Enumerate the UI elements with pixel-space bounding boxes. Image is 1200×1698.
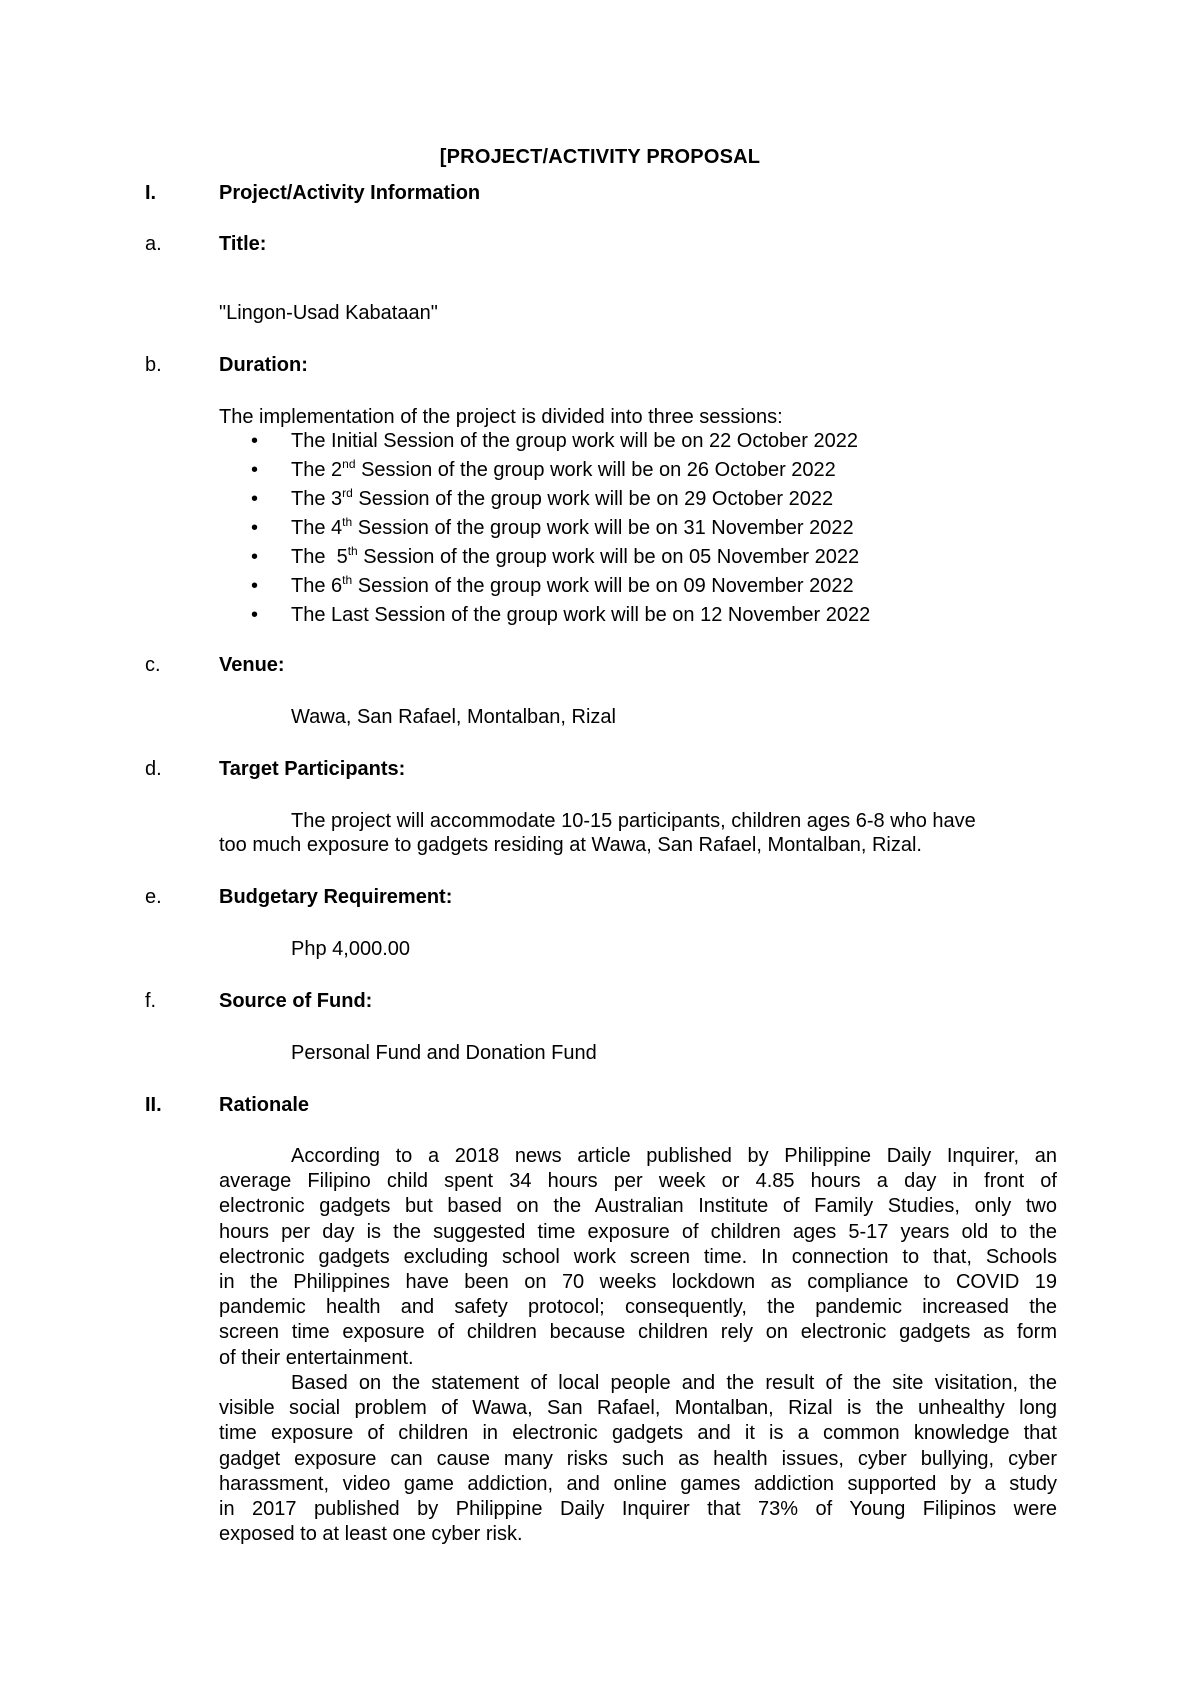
list-item: • The 2nd Session of the group work will be on 26 October 2022 (219, 457, 870, 486)
section-1-numeral: I. (145, 182, 157, 204)
item-e-heading: Budgetary Requirement: (219, 886, 453, 908)
item-c-row (0, 652, 1200, 678)
item-a-heading: Title: (219, 233, 267, 255)
list-item: • The 5th Session of the group work will be on 05 November 2022 (219, 544, 870, 573)
item-d-heading: Target Participants: (219, 758, 406, 780)
list-item: • The 3rd Session of the group work will be on 29 October 2022 (219, 486, 870, 515)
fund-source-value: Personal Fund and Donation Fund (291, 1042, 597, 1064)
rationale-paragraph-1: According to a 2018 news article published by Philippine Daily Inquirer, an average Filipino child spent 34 hours per week or 4.85 hours a day in front of electronic gadgets but based on the Australian Institute of Family Studies, only two hours per day is the suggested time exposure of children ages 5-17 years old to the electronic gadgets excluding school work screen time. In connection to that, Schools in the Philippines have been on 70 weeks lockdown as compliance to COVID 19 pandemic health and safety protocol; consequently, the pandemic increased the screen time exposure of children because children rely on electronic gadgets as form of their entertainment. (219, 1145, 1057, 1369)
section-1-heading-row (0, 180, 1200, 206)
section-2-heading: Rationale (219, 1094, 310, 1116)
section-1-heading: Project/Activity Information (219, 182, 481, 204)
item-b-row (0, 352, 1200, 378)
item-d-marker: d. (145, 758, 162, 780)
item-f-row (0, 988, 1200, 1014)
item-f-marker: f. (145, 990, 157, 1012)
participants-line-2: too much exposure to gadgets residing at Wawa, San Rafael, Montalban, Rizal. (219, 834, 922, 856)
page-title: [PROJECT/ACTIVITY PROPOSAL (439, 146, 761, 168)
item-b-marker: b. (145, 354, 162, 376)
duration-intro: The implementation of the project is divided into three sessions: (219, 406, 783, 428)
item-f-heading: Source of Fund: (219, 990, 373, 1012)
item-e-row (0, 884, 1200, 910)
section-2-heading-row (0, 1092, 1200, 1118)
participants-line-1: The project will accommodate 10-15 participants, children ages 6-8 who have (291, 810, 976, 832)
list-item: • The 6th Session of the group work will be on 09 November 2022 (219, 573, 870, 602)
list-item: • The Last Session of the group work will be on 12 November 2022 (219, 602, 870, 631)
project-title-value: "Lingon-Usad Kabataan" (219, 302, 438, 324)
item-c-heading: Venue: (219, 654, 285, 676)
rationale-paragraph-2: Based on the statement of local people and the result of the site visitation, the visible social problem of Wawa, San Rafael, Montalban, Rizal is the unhealthy long time exposure of children in electronic gadgets and it is a common knowledge that gadget exposure can cause many risks such as health issues, cyber bullying, cyber harassment, video game addiction, and online games addiction supported by a study in 2017 published by Philippine Daily Inquirer that 73% of Young Filipinos were exposed to at least one cyber risk. (219, 1372, 1057, 1546)
item-a-row (0, 231, 1200, 257)
item-e-marker: e. (145, 886, 162, 908)
section-2-numeral: II. (145, 1094, 162, 1116)
list-item: • The 4th Session of the group work will be on 31 November 2022 (219, 515, 870, 544)
item-a-marker: a. (145, 233, 162, 255)
item-c-marker: c. (145, 654, 161, 676)
item-d-row (0, 756, 1200, 782)
budget-value: Php 4,000.00 (291, 938, 410, 960)
list-item: • The Initial Session of the group work will be on 22 October 2022 (219, 428, 870, 457)
session-list (219, 428, 870, 631)
venue-value: Wawa, San Rafael, Montalban, Rizal (291, 706, 616, 728)
item-b-heading: Duration: (219, 354, 308, 376)
